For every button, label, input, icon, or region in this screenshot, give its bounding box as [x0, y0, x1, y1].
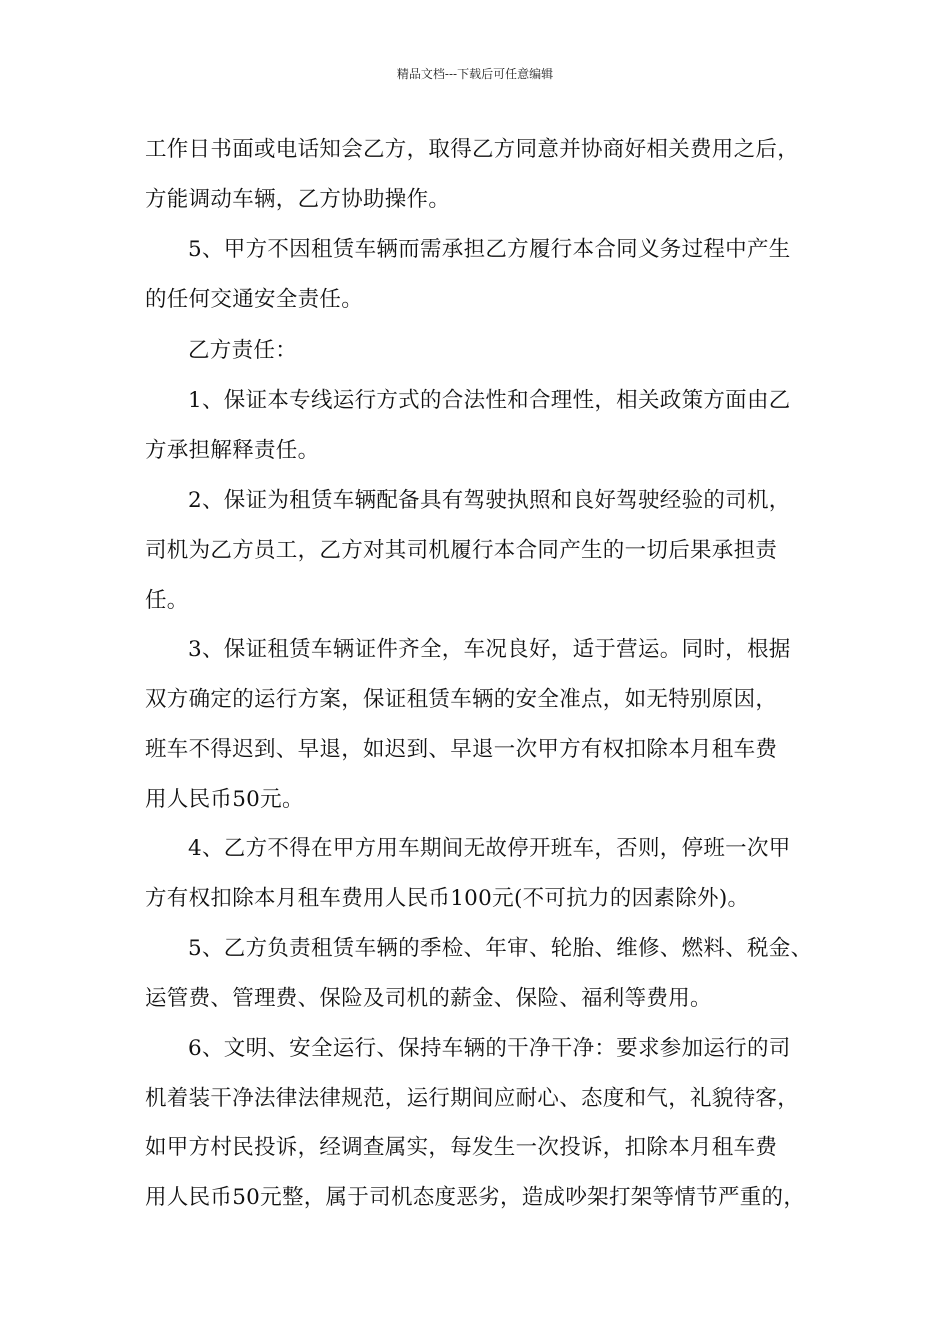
text-line: 6、文明、安全运行、保持车辆的干净干净：要求参加运行的司: [188, 1036, 791, 1061]
text-line: 司机为乙方员工，乙方对其司机履行本合同产生的一切后果承担责: [145, 538, 778, 563]
text-line: 任。: [145, 588, 189, 613]
text-line: 双方确定的运行方案，保证租赁车辆的安全准点，如无特别原因，: [145, 687, 778, 712]
text-line: 5、甲方不因租赁车辆而需承担乙方履行本合同义务过程中产生: [188, 237, 791, 262]
text-line: 方承担解释责任。: [145, 438, 320, 463]
text-line: 5、乙方负责租赁车辆的季检、年审、轮胎、维修、燃料、税金、: [188, 936, 813, 961]
text-line: 班车不得迟到、早退，如迟到、早退一次甲方有权扣除本月租车费: [145, 737, 778, 762]
text-line: 运管费、管理费、保险及司机的薪金、保险、福利等费用。: [145, 986, 712, 1011]
text-line: 1、保证本专线运行方式的合法性和合理性，相关政策方面由乙: [188, 388, 791, 413]
text-line: 方有权扣除本月租车费用人民币100元(不可抗力的因素除外)。: [145, 886, 750, 911]
text-line: 4、乙方不得在甲方用车期间无故停开班车，否则，停班一次甲: [188, 836, 791, 861]
text-line: 的任何交通安全责任。: [145, 287, 364, 312]
page-header: 精品文档---下载后可任意编辑: [396, 67, 554, 81]
text-line: 3、保证租赁车辆证件齐全，车况良好，适于营运。同时，根据: [188, 637, 791, 662]
text-line: 如甲方村民投诉，经调查属实，每发生一次投诉，扣除本月租车费: [145, 1135, 778, 1160]
text-line: 工作日书面或电话知会乙方，取得乙方同意并协商好相关费用之后，: [145, 137, 800, 162]
text-line: 方能调动车辆，乙方协助操作。: [145, 187, 451, 212]
text-line: 2、保证为租赁车辆配备具有驾驶执照和良好驾驶经验的司机，: [188, 488, 791, 513]
text-line: 用人民币50元。: [145, 787, 304, 812]
text-line: 机着装干净法律法律规范，运行期间应耐心、态度和气，礼貌待客，: [145, 1086, 800, 1111]
text-line: 用人民币50元整，属于司机态度恶劣，造成吵架打架等情节严重的，: [145, 1185, 806, 1210]
text-line: 乙方责任：: [188, 338, 298, 363]
